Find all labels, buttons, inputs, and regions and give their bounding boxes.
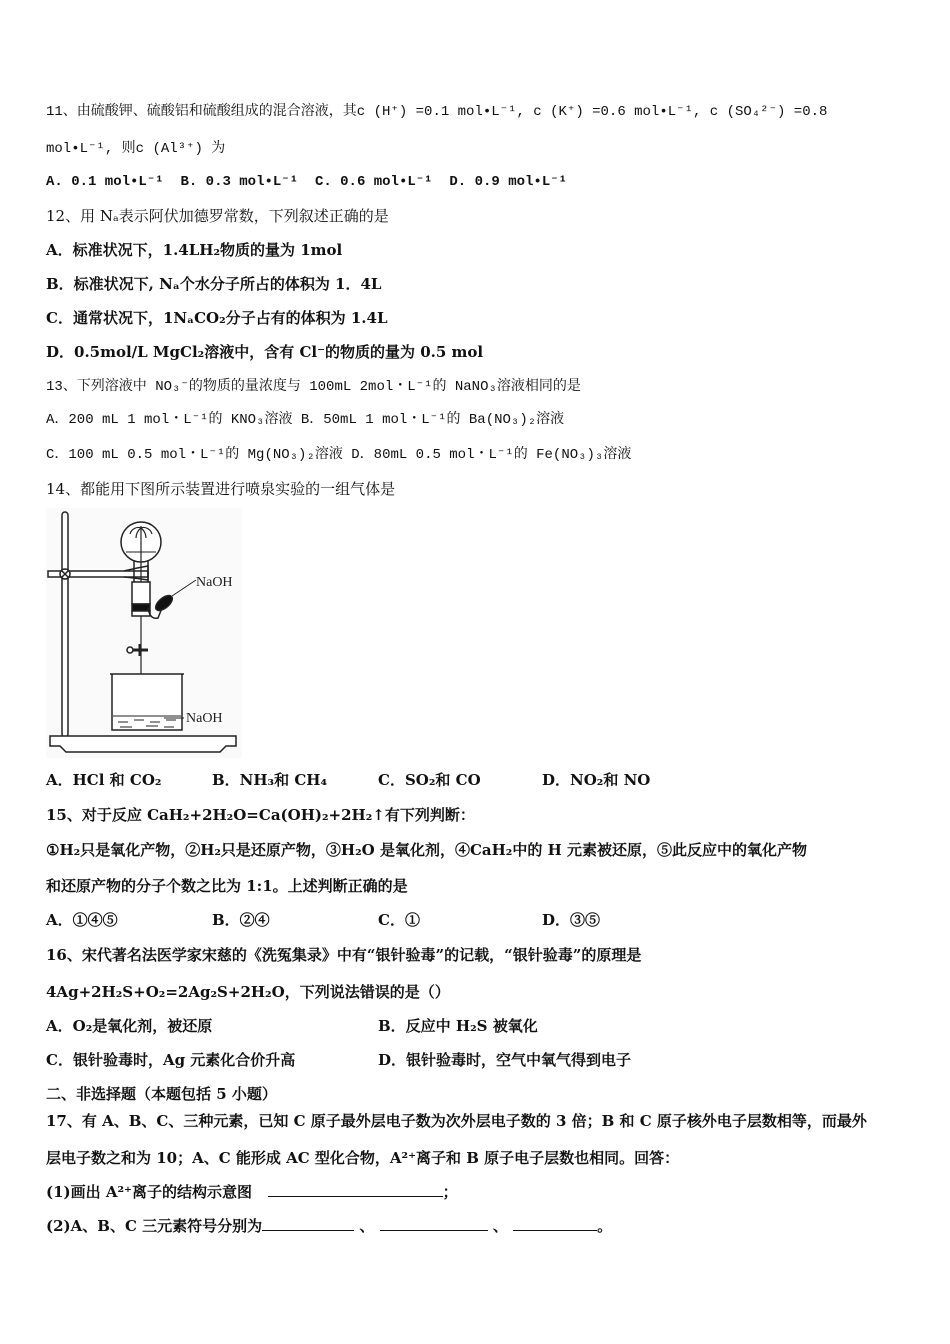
q14-stem: 14、都能用下图所示装置进行喷泉实验的一组气体是 xyxy=(46,480,396,498)
fountain-experiment-figure xyxy=(46,508,242,758)
q15-option-a: A．①④⑤ xyxy=(46,911,118,929)
q15-option-d: D．③⑤ xyxy=(542,911,601,929)
q15-option-b: B．②④ xyxy=(212,911,270,929)
q14-option-a: A．HCl 和 CO₂ xyxy=(46,771,162,789)
q17-stem-line1: 17、有 A、B、C、三种元素，已知 C 原子最外层电子数为次外层电子数的 3 倍；B 和 C 原子核外电子层数相等，而最外 xyxy=(46,1112,867,1130)
q17-answer-blank-a[interactable] xyxy=(262,1216,354,1231)
q15-stem: 15、对于反应 CaH₂+2H₂O=Ca(OH)₂+2H₂↑有下列判断： xyxy=(46,806,475,824)
q15-question: 和还原产物的分子个数之比为 1:1。上述判断正确的是 xyxy=(46,877,408,895)
q16-stem-line2: 4Ag+2H₂S+O₂=2Ag₂S+2H₂O，下列说法错误的是（） xyxy=(46,983,450,1001)
q12-option-b: B．标准状况下, Nₐ个水分子所占的体积为 1．4L xyxy=(46,275,382,293)
q15-option-c: C．① xyxy=(378,911,420,929)
q16-option-d: D．银针验毒时，空气中氧气得到电子 xyxy=(378,1051,632,1069)
q11-stem-line2: mol•L⁻¹, 则c (Al³⁺) 为 xyxy=(46,141,226,157)
q17-part2-end: 。 xyxy=(597,1217,613,1235)
q13-options-line2: C．100 mL 0.5 mol・L⁻¹的 Mg(NO₃)₂溶液 D．80mL 0.5 mol・L⁻¹的 Fe(NO₃)₃溶液 xyxy=(46,447,632,463)
q15-statements: ①H₂只是氧化产物，②H₂只是还原产物，③H₂O 是氧化剂，④CaH₂中的 H 元素被还原，⑤此反应中的氧化产物 xyxy=(46,841,807,859)
q17-part1-text: (1)画出 A²⁺离子的结构示意图 xyxy=(46,1183,252,1201)
q11-stem-line1: 11、由硫酸钾、硫酸铝和硫酸组成的混合溶液，其c (H⁺) =0.1 mol•L⁻¹, c (K⁺) =0.6 mol•L⁻¹, c (SO₄²⁻) =0.8 xyxy=(46,104,828,120)
q11-option-a: A. 0.1 mol•L⁻¹ xyxy=(46,174,164,190)
q12-stem: 12、用 Nₐ表示阿伏加德罗常数，下列叙述正确的是 xyxy=(46,207,389,225)
q12-option-a: A．标准状况下，1.4LH₂物质的量为 1mol xyxy=(46,241,343,259)
q17-stem-line2: 层电子数之和为 10；A、C 能形成 AC 型化合物，A²⁺离子和 B 原子电子层数也相同。回答： xyxy=(46,1149,680,1167)
q13-stem: 13、下列溶液中 NO₃⁻的物质的量浓度与 100mL 2mol・L⁻¹的 NaNO₃溶液相同的是 xyxy=(46,379,581,395)
naoh-label-top: NaOH xyxy=(196,575,233,590)
q11-option-d: D. 0.9 mol•L⁻¹ xyxy=(449,174,568,190)
q12-option-d: D．0.5mol/L MgCl₂溶液中，含有 Cl⁻的物质的量为 0.5 mol xyxy=(46,343,484,361)
q14-option-c: C．SO₂和 CO xyxy=(378,771,481,789)
q17-part2 xyxy=(46,1216,612,1236)
q17-answer-blank-b[interactable] xyxy=(380,1216,488,1231)
q11-option-c: C. 0.6 mol•L⁻¹ xyxy=(314,174,433,190)
q17-part2-sep-2: 、 xyxy=(492,1217,508,1235)
q16-stem-line1: 16、宋代著名法医学家宋慈的《洗冤集录》中有“银针验毒”的记载，“银针验毒”的原理是 xyxy=(46,946,642,964)
q17-part2-sep-1: 、 xyxy=(359,1217,375,1235)
q17-part1 xyxy=(46,1182,458,1202)
q17-part1-answer-blank[interactable] xyxy=(268,1182,443,1197)
q11-options xyxy=(46,172,567,192)
q13-options-line1: A．200 mL 1 mol・L⁻¹的 KNO₃溶液 B．50mL 1 mol・L⁻¹的 Ba(NO₃)₂溶液 xyxy=(46,412,565,428)
q14-option-b: B．NH₃和 CH₄ xyxy=(212,771,328,789)
naoh-label-bottom: NaOH xyxy=(186,711,223,726)
fountain-apparatus-diagram xyxy=(46,508,242,758)
q16-option-c: C．银针验毒时，Ag 元素化合价升高 xyxy=(46,1051,296,1069)
q17-part1-end: ； xyxy=(442,1183,458,1201)
q17-part2-text: (2)A、B、C 三元素符号分别为 xyxy=(46,1217,263,1235)
section-title: 二、非选择题（本题包括 5 小题） xyxy=(46,1085,277,1103)
q12-option-c: C．通常状况下，1NₐCO₂分子占有的体积为 1.4L xyxy=(46,309,388,327)
q14-option-d: D．NO₂和 NO xyxy=(542,771,651,789)
q16-option-b: B．反应中 H₂S 被氧化 xyxy=(378,1017,538,1035)
q11-option-b: B. 0.3 mol•L⁻¹ xyxy=(180,174,299,190)
q17-answer-blank-c[interactable] xyxy=(513,1216,597,1231)
q16-option-a: A．O₂是氧化剂，被还原 xyxy=(46,1017,213,1035)
